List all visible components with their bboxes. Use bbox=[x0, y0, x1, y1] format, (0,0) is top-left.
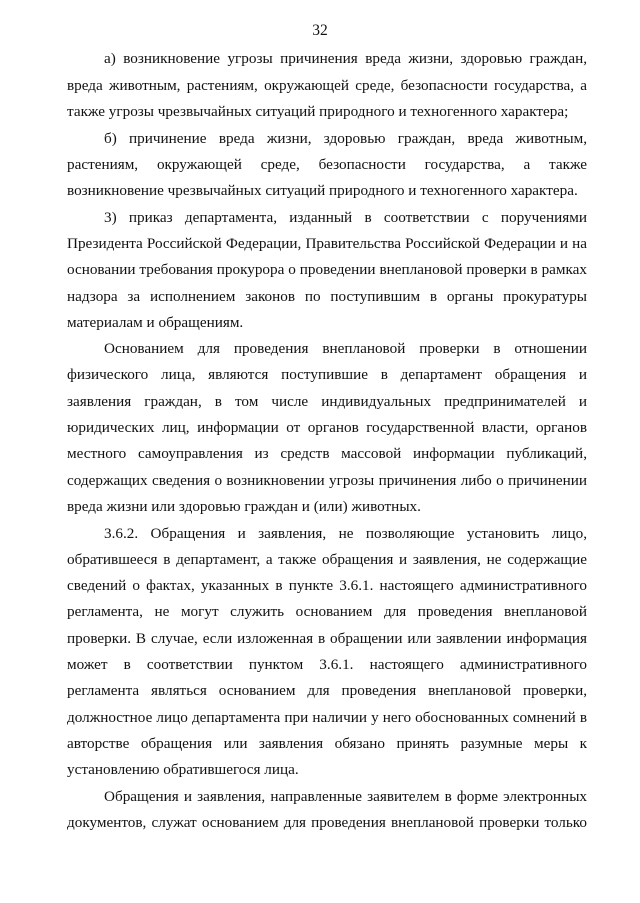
text-line: надзора за исполнением законов по поступившим в органы прокуратуры bbox=[67, 288, 587, 305]
text-line: может в соответствии пунктом 3.6.1. настоящего административного bbox=[67, 656, 587, 673]
text-line: установлению обратившегося лица. bbox=[67, 761, 299, 778]
text-line: должностное лицо департамента при наличии у него обоснованных сомнений в bbox=[67, 709, 587, 726]
text-line: проверки. В случае, если изложенная в обращении или заявлении информация bbox=[67, 630, 587, 647]
text-line: юридических лиц, информации от органов государственной власти, органов bbox=[67, 419, 587, 436]
text-line: документов, служат основанием для проведения внеплановой проверки только bbox=[67, 814, 587, 831]
text-line: вреда жизни или здоровью граждан и (или) животных. bbox=[67, 498, 421, 515]
text-line: растениям, окружающей среде, безопасности государства, а также bbox=[67, 156, 587, 173]
text-line: Основанием для проведения внеплановой проверки в отношении bbox=[104, 340, 587, 357]
text-line: возникновение чрезвычайных ситуаций природного и техногенного характера. bbox=[67, 182, 578, 199]
text-line: обратившееся в департамент, а также обращения и заявления, не содержащие bbox=[67, 551, 587, 568]
text-line: регламента являться основанием для проведения внеплановой проверки, bbox=[67, 682, 587, 699]
text-line: вреда животным, растениям, окружающей среде, безопасности государства, а bbox=[67, 77, 587, 94]
text-line: а) возникновение угрозы причинения вреда жизни, здоровью граждан, bbox=[104, 50, 587, 67]
text-line: сведений о фактах, указанных в пункте 3.6.1. настоящего административного bbox=[67, 577, 587, 594]
text-line: авторстве обращения или заявления обязано принять разумные меры к bbox=[67, 735, 587, 752]
text-line: Президента Российской Федерации, Правительства Российской Федерации и на bbox=[67, 235, 587, 252]
text-line: регламента, не могут служить основанием для проведения внеплановой bbox=[67, 603, 587, 620]
page-number: 32 bbox=[312, 22, 328, 39]
text-line: б) причинение вреда жизни, здоровью граждан, вреда животным, bbox=[104, 130, 587, 147]
text-line: содержащих сведения о возникновении угрозы причинения либо о причинении bbox=[67, 472, 587, 489]
text-line: 3.6.2. Обращения и заявления, не позволяющие установить лицо, bbox=[104, 525, 587, 542]
text-line: заявления граждан, в том числе индивидуальных предпринимателей и bbox=[67, 393, 587, 410]
text-line: 3) приказ департамента, изданный в соответствии с поручениями bbox=[104, 209, 587, 226]
text-line: материалам и обращениям. bbox=[67, 314, 244, 331]
text-line: Обращения и заявления, направленные заявителем в форме электронных bbox=[104, 788, 587, 805]
text-line: основании требования прокурора о проведении внеплановой проверки в рамках bbox=[67, 261, 587, 278]
text-line: физического лица, являются поступившие в департамент обращения и bbox=[67, 366, 587, 383]
text-line: также угрозы чрезвычайных ситуаций природного и техногенного характера; bbox=[67, 103, 569, 120]
text-line: местного самоуправления из средств массовой информации публикаций, bbox=[67, 445, 587, 462]
